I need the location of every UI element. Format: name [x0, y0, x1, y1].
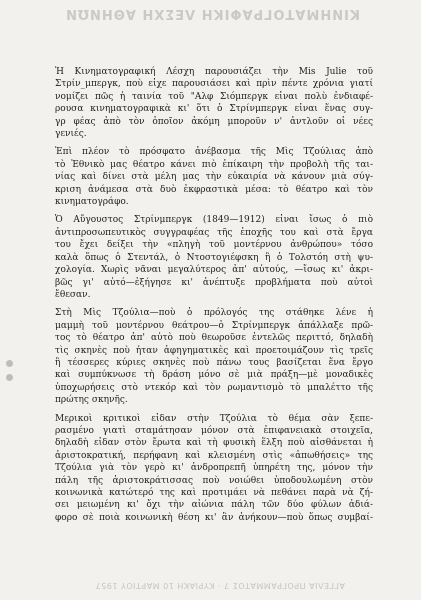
text-line: Ἐπὶ πλέον τὸ πρόσφατο ἀνέβασμα τῆς Μὶς Τζούλιας ἀπὸ: [55, 147, 373, 158]
text-line: κινηματογράφο.: [55, 197, 129, 208]
text-line: πάλη τῆς ἀριστοκράτισσας ποὺ νοιώθει ὑποδουλωμένη στὸν: [55, 475, 373, 486]
text-line: σει μειωμένη κι' ὄχι τὴν αἰώνια πάλη τῶν δύο φύλων ἀδιά-: [55, 500, 373, 511]
bleed-through-footer: ΑΓΓΕΛΙΑ ΠΡΟΓΡΑΜΜΑΤΟΣ 7 · ΚΥΡΙΑΚΗ 10 ΜΑΡΤΙΟΥ 1957: [95, 581, 345, 590]
text-line: καὶ συμπύκνωσε τὴ δράση μόνο σὲ μιὰ πράξη—μὲ μοναδικὲς: [55, 370, 373, 381]
text-line: γενιές.: [55, 129, 87, 140]
text-line: κοινωνικὰ κατώτερό της καὶ προτιμάει νὰ πεθάνει παρὰ νὰ ζή-: [55, 488, 373, 498]
text-line: ἀντιπροσωπευτικὸς συγγραφέας τῆς ἐποχῆς του καὶ στὰ ἔργα: [55, 227, 373, 238]
text-line: Ἡ Κινηματογραφική Λέσχη παρουσιάζει τὴν Mis Julie τοῦ: [55, 67, 373, 77]
paragraph: [43, 146, 373, 208]
text-line: Μερικοὶ κριτικοὶ εἶδαν στὴν Τζούλια τὸ θέμα σὰν ξεπε-: [55, 413, 373, 424]
text-line: ἢ τέσσερες κύριες σκηνὲς ποὺ πάνω τους βασίζεται ἕνα ἔργο: [55, 357, 373, 368]
text-line: τος τὸ θέατρο ἀπ' αὐτὸ ποὺ θεωροῦσε ἐντελῶς περιττό, δηλαδὴ: [55, 333, 373, 344]
paragraph: [43, 66, 373, 140]
text-line: ἔθεσαν.: [55, 289, 91, 300]
text-line: χολογία. Χωρὶς νᾶναι μεγαλύτερος ἀπ' αὐτούς, —ἴσως κι' ἀκρι-: [55, 265, 373, 276]
text-line: καλὰ ὅπως ὁ Στεντάλ, ὁ Ντοστογιέφσκη ἢ ὁ Τολστόη στὴ ψυ-: [55, 252, 373, 263]
text-line: Στρίν_μπεργκ, ποὺ εἶχε παρουσιάσει καὶ πρὶν πέντε χρόνια γιατί: [55, 79, 373, 90]
text-line: ὑποχωρήσεις στὸ ντεκόρ καὶ τὸν ρωμαντισμὸ τὸ μπαλέττο τῆς: [55, 382, 373, 393]
text-line: ἀριστοκρατική, περήφανη καὶ κλεισμένη στὶς «ἀπωθήσεις» της: [55, 450, 373, 461]
bleed-through-header: ΚΙΝΗΜΑΤΟΓΡΑΦΙΚΗ ΛΕΣΧΗ ΑΘΗΝΩΝ: [65, 6, 360, 21]
text-line: ρασμένο γιατὶ σταμάτησαν μόνον στὰ ἐπιφανειακὰ στοιχεῖα,: [55, 425, 373, 436]
punch-hole: [6, 374, 13, 381]
text-line: τὶς σκηνὲς ποὺ ἦταν ἀφηγηματικὲς καὶ προετοιμάζουν τὶς τρεῖς: [55, 345, 373, 356]
text-line: Τζούλια γιὰ τὸν γερὸ κι' ἀνδροπρεπῆ ὑπηρέτη της, μόνον τὴν: [55, 463, 373, 474]
body-text: [43, 66, 373, 530]
text-line: κριση ἀνάμεσα στὰ δυὸ ἐκφραστικὰ μέσα: τὸ θέατρο καὶ τὸν: [55, 184, 373, 195]
text-line: μαμμὴ τοῦ μοντέρνου θεάτρου—ὁ Στρίνμπεργκ ἀπάλλαξε πρῶ-: [55, 320, 373, 331]
paragraph: [43, 214, 373, 301]
text-line: δηλαδὴ εἶδαν στὸν ἔρωτα καὶ τὴ φυσικὴ ἕλξη ποὺ αἰσθάνεται ἡ: [55, 438, 373, 449]
text-line: πρώτης σκηνῆς.: [55, 395, 128, 406]
text-line: Ὁ Αὔγουστος Στρίνμπεργκ (1849—1912) εἶναι ἴσως ὁ πιὸ: [55, 215, 373, 226]
paragraph: [43, 307, 373, 406]
paragraph: [43, 413, 373, 525]
text-line: βῶς γι' αὐτό—ἐξήγησε κι' ἀνέπτυξε προβλήματα ποὺ αὐτοὶ: [55, 277, 373, 288]
text-line: του ἔχει δείξει τὴν «πληγὴ τοῦ μοντέρνου ἀνθρώπου» τόσο: [55, 240, 373, 251]
text-line: γρ φέας ἀπὸ τὸν ὁποῖον ἀκόμη μποροῦν ν' ἀντλοῦν οἱ νέες: [55, 116, 373, 127]
text-line: Στὴ Μὶς Τζούλια—ποὺ ὁ πρόλογός της στάθηκε λένε ἡ: [55, 308, 373, 319]
text-line: νίας καὶ δίνει στὰ μέλη μας τὴν εὐκαιρία νὰ κάνουν μιὰ σύγ-: [55, 172, 373, 183]
punch-hole: [6, 360, 13, 367]
text-line: νομίζει πῶς ἡ ταινία τοῦ "Αλφ Σιόμπεργκ εἶναι πολὺ ἐνδιαφέ-: [55, 91, 373, 102]
text-line: ρουσα κινηματογραφικὰ κι' ὅτι ὁ Στρίνμπεργκ εἶναι ἕνας συγ-: [55, 104, 373, 115]
text-line: τὸ Ἐθνικὸ μας θέατρο κάνει πιὸ ἐπίκαιρη τὴν προβολὴ τῆς ται-: [55, 159, 373, 170]
text-line: φορο σὲ ποιὰ κοινωνικὴ θέση κι' ἂν ἀνήκουν—ποὺ ὅπως συμβαί-: [55, 512, 373, 523]
